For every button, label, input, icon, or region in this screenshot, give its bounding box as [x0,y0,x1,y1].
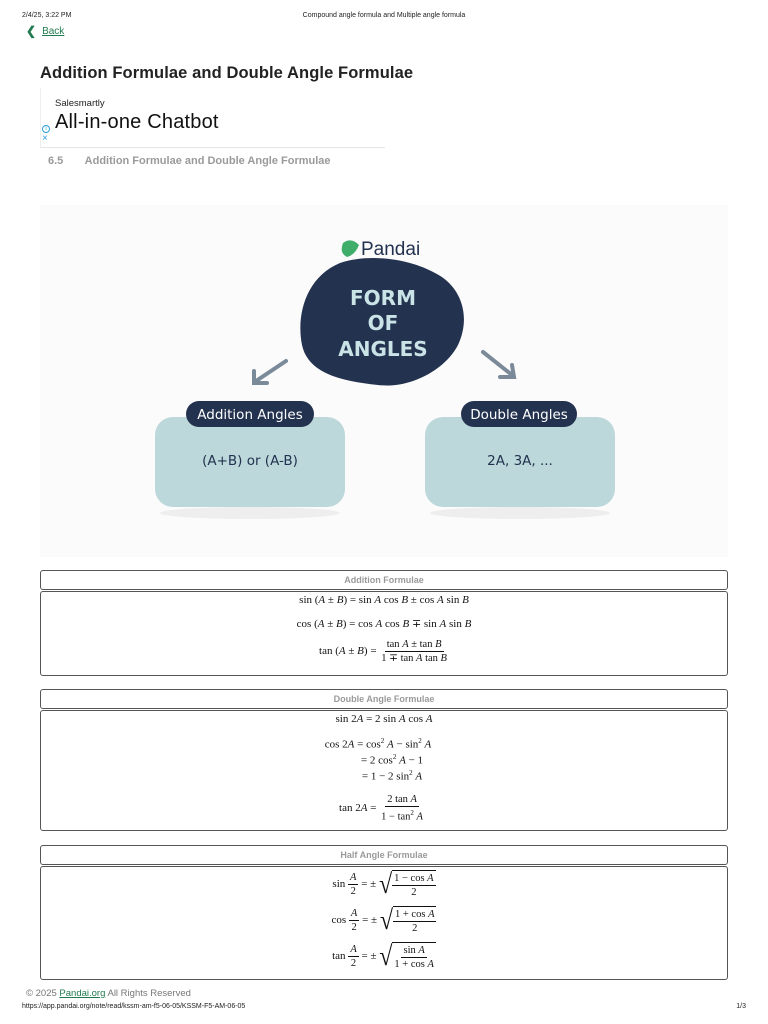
footer-suffix: All Rights Reserved [105,988,191,999]
arrow-right-icon [483,352,514,377]
addition-formulae-table [40,570,728,676]
formula-cos-sum: cos (A ± B) = cos A cos B ∓ sin A sin B [296,618,472,630]
formula-sin-half: sin $\frac{A}{2}$ = ± √ $\frac{\text{1 − cos A}}{2}$ [332,869,434,900]
formula-tan-half: tan $\frac{A}{2}$ = ± √ $\frac{\text{sin A}}{\text{1 + cos A}}$ [332,941,434,972]
double-angle-formulae-table [40,689,728,831]
back-label[interactable]: Back [42,25,65,37]
print-header [0,12,768,24]
print-document-title: Compound angle formula and Multiple angle formula [302,12,466,19]
ad-banner[interactable] [40,88,385,148]
pandai-link[interactable]: Pandai.org [59,988,106,999]
center-line-2: OF [367,311,399,335]
ad-headline[interactable]: All-in-one Chatbot [55,111,219,133]
right-content: 2A, 3A, ... [487,453,553,469]
footer-prefix: © 2025 [26,988,60,999]
back-link[interactable] [26,24,64,38]
infographic-svg [40,205,728,557]
center-line-1: FORM [350,286,416,310]
left-label: Addition Angles [197,407,303,423]
arrow-left-icon [254,361,286,383]
right-box-shadow [430,507,610,519]
right-label: Double Angles [470,407,568,423]
print-url: https://app.pandai.org/note/read/kssm-am-f5-06-05/KSSM-F5-AM-06-05 [22,1003,246,1010]
left-box-shadow [160,507,340,519]
copyright-footer [26,988,191,999]
page-number: 1/3 [736,1003,746,1010]
formula-cos-double-1: $\cos 2A = \cos^2 A - \sin^2 A$ [324,737,432,751]
pandai-logo-icon [342,240,359,257]
half-angle-formulae-table [40,845,728,980]
info-icon[interactable]: i [42,125,50,133]
ad-brand[interactable]: Salesmartly [55,98,105,109]
formula-tan-double: tan 2A = $\frac{\text{2 tan A}}{1 - \tan^2 A}$ [339,794,423,823]
section-heading [48,155,331,167]
formula-tan-sum: tan (A ± B) = $\frac{\text{tan A ± tan B}}{\text{1 ∓ tan A tan B}}$ [319,639,447,664]
formula-cos-double-3: = 1 − 2 $\sin^2 A$ [361,769,423,783]
left-content: (A+B) or (A-B) [202,453,298,469]
close-icon[interactable]: × [42,133,48,144]
double-angle-formulae-body [40,710,728,831]
chevron-left-icon: ❮ [26,24,37,38]
logo-text: Pandai [361,239,421,260]
formula-cos-double-2: = 2 $\cos^2 A - 1$ [360,753,424,767]
half-angle-formulae-body [40,866,728,980]
center-line-3: ANGLES [338,337,428,361]
formula-sin-double: sin 2A = 2 sin A cos A [335,713,433,725]
pandai-logo [342,239,421,260]
page-title: Addition Formulae and Double Angle Formulae [40,64,414,82]
section-number: 6.5 [48,155,64,167]
print-date: 2/4/25, 3:22 PM [22,12,72,19]
addition-formulae-body [40,591,728,676]
formula-cos-half: cos $\frac{A}{2}$ = ± √ $\frac{\text{1 + cos A}}{2}$ [331,905,435,936]
section-title: Addition Formulae and Double Angle Formulae [84,155,331,167]
double-angle-formulae-heading: Double Angle Formulae [40,689,728,709]
addition-formulae-heading: Addition Formulae [40,570,728,590]
form-of-angles-infographic [40,205,728,557]
formula-sin-sum: sin (A ± B) = sin A cos B ± cos A sin B [299,594,469,606]
half-angle-formulae-heading: Half Angle Formulae [40,845,728,865]
